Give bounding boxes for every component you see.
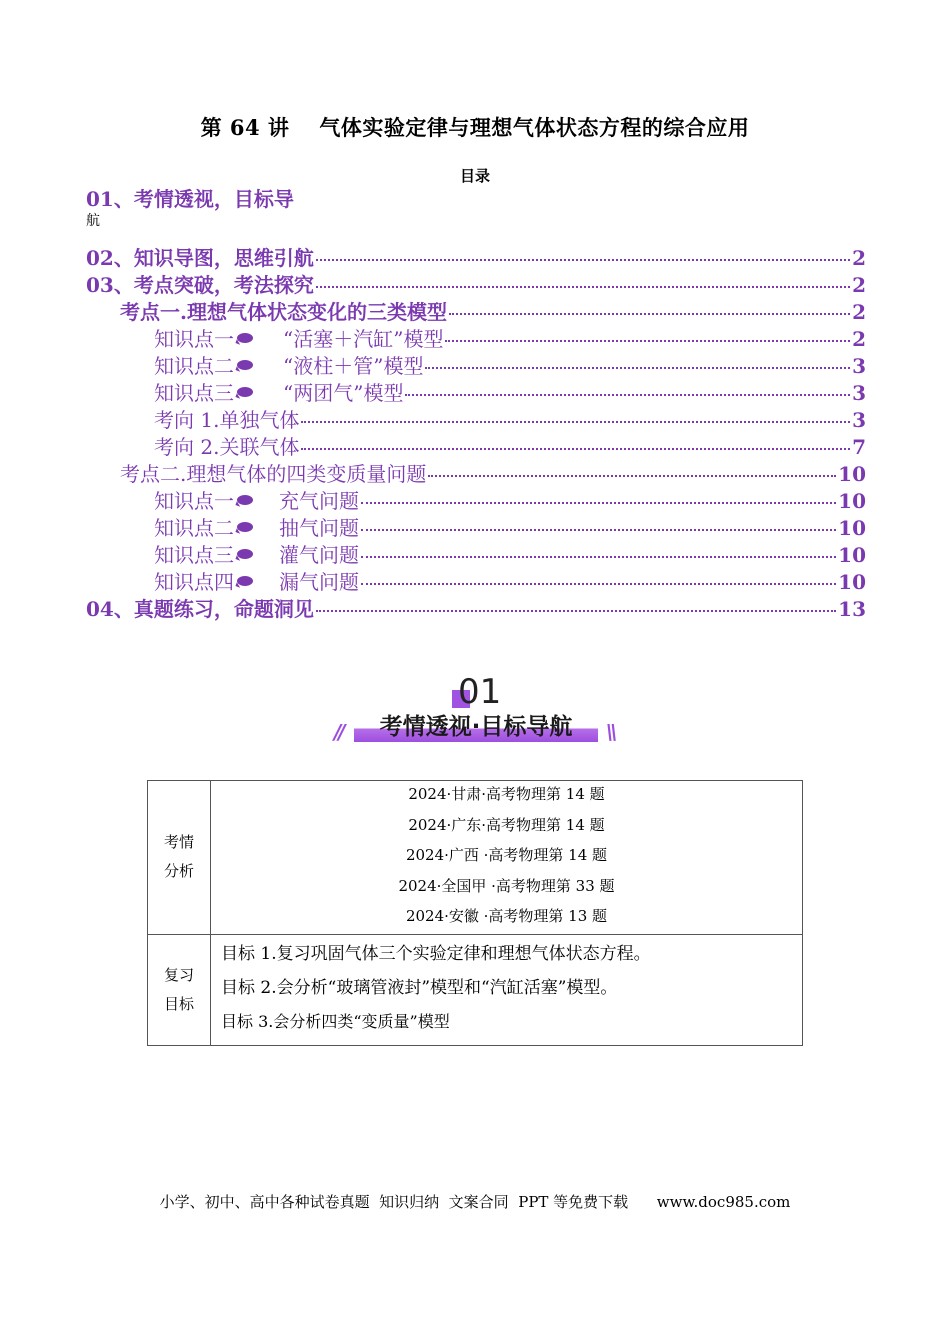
- toc-entry-label: 漏气问题: [279, 570, 359, 594]
- toc-entry-prefix: 知识点四: [154, 570, 234, 594]
- toc-leader: [316, 610, 836, 612]
- banner-number: 01: [458, 672, 502, 712]
- speech-bubble-icon: [235, 386, 255, 398]
- toc-leader: [361, 556, 836, 558]
- toc-entry-chouqi[interactable]: [86, 512, 866, 539]
- section-banner: [330, 672, 620, 752]
- exam-item: 2024·甘肃·高考物理第 14 题: [408, 785, 605, 803]
- speech-bubble-icon: [235, 548, 255, 560]
- toc-page-number: 2: [852, 327, 866, 351]
- toc-entry-01[interactable]: [86, 186, 866, 230]
- toc-entry-prefix: 知识点二: [154, 516, 234, 540]
- toc-entry-label: 考向 2.关联气体: [154, 435, 300, 459]
- toc-leader: [445, 340, 850, 342]
- page-title: [0, 112, 950, 142]
- toc-entry-label: 02、知识导图，思维引航: [86, 246, 314, 270]
- toc-leader: [301, 421, 850, 423]
- toc-leader: [316, 286, 850, 288]
- toc-leader: [316, 259, 850, 261]
- exam-list-cell: [211, 781, 803, 935]
- toc-leader: [361, 583, 836, 585]
- lecture-number: 第 64 讲: [200, 115, 290, 140]
- banner-slash-left: //: [334, 720, 343, 744]
- analysis-table: [147, 780, 803, 1046]
- toc-leader: [425, 367, 850, 369]
- toc-leader: [361, 502, 836, 504]
- toc-entry-zhishidian-3[interactable]: [86, 377, 866, 404]
- toc-page-number: 3: [852, 354, 866, 378]
- toc-entry-label: 考点二.理想气体的四类变质量问题: [120, 462, 427, 486]
- goals-cell: [211, 934, 803, 1045]
- toc-page-number: 3: [852, 381, 866, 405]
- toc-page-number: 7: [852, 435, 866, 459]
- table-of-contents: [86, 186, 866, 620]
- toc-entry-label: “两团气”模型: [283, 381, 404, 405]
- goals-label-line: 复习: [163, 965, 194, 984]
- goal-item: 目标 1.复习巩固气体三个实验定律和理想气体状态方程。: [221, 943, 651, 964]
- toc-page-number: 2: [852, 300, 866, 324]
- analysis-label-cell: [148, 781, 211, 935]
- toc-entry-zhishidian-1[interactable]: [86, 323, 866, 350]
- speech-bubble-icon: [235, 359, 255, 371]
- exam-item: 2024·安徽 ·高考物理第 13 题: [405, 907, 608, 925]
- toc-leader: [301, 448, 850, 450]
- exam-item: 2024·广东·高考物理第 14 题: [408, 815, 605, 834]
- goal-item: 目标 3.会分析四类“变质量”模型: [221, 1011, 450, 1031]
- exam-item: 2024·全国甲 ·高考物理第 33 题: [398, 876, 615, 895]
- toc-entry-label: 考向 1.单独气体: [154, 408, 300, 432]
- toc-entry-04[interactable]: [86, 593, 866, 620]
- toc-entry-kaodian-1[interactable]: [86, 296, 866, 323]
- toc-entry-label: 03、考点突破，考法探究: [86, 273, 314, 297]
- toc-entry-prefix: 知识点一: [154, 327, 234, 351]
- toc-entry-prefix: 知识点三: [154, 381, 234, 405]
- footer-text: 小学、初中、高中各种试卷真题 知识归纳 文案合同 PPT 等免费下载: [159, 1193, 629, 1211]
- toc-entry-louqi[interactable]: [86, 566, 866, 593]
- toc-page-number: 2: [852, 246, 866, 270]
- toc-entry-label: 充气问题: [279, 489, 359, 513]
- toc-entry-kaoxiang-2[interactable]: [86, 431, 866, 458]
- toc-entry-label: “活塞＋汽缸”模型: [283, 327, 444, 351]
- toc-entry-label: 01、考情透视，目标导: [86, 187, 294, 211]
- toc-page-number: 13: [838, 597, 866, 621]
- toc-page-number: 3: [852, 408, 866, 432]
- toc-leader: [405, 394, 850, 396]
- analysis-label-line: 考情: [163, 833, 194, 852]
- goals-label-cell: [148, 934, 211, 1045]
- toc-page-number: 2: [852, 273, 866, 297]
- toc-entry-wrap: 航: [86, 213, 100, 229]
- toc-heading: 目录: [459, 167, 490, 185]
- table-row: [148, 781, 803, 935]
- toc-entry-03[interactable]: [86, 269, 866, 296]
- page-footer: [0, 1191, 950, 1212]
- toc-entry-label: 考点一.理想气体状态变化的三类模型: [120, 300, 447, 324]
- toc-entry-label: 04、真题练习，命题洞见: [86, 597, 314, 621]
- toc-entry-label: 灌气问题: [279, 543, 359, 567]
- toc-page-number: 10: [838, 543, 866, 567]
- lecture-topic: 气体实验定律与理想气体状态方程的综合应用: [319, 115, 750, 140]
- toc-entry-prefix: 知识点三: [154, 543, 234, 567]
- speech-bubble-icon: [235, 575, 255, 587]
- toc-leader: [428, 475, 836, 477]
- goal-item: 目标 2.会分析“玻璃管液封”模型和“汽缸活塞”模型。: [221, 977, 618, 998]
- speech-bubble-icon: [235, 494, 255, 506]
- toc-page-number: 10: [838, 489, 866, 513]
- toc-entry-kaoxiang-1[interactable]: [86, 404, 866, 431]
- toc-entry-guanqi[interactable]: [86, 539, 866, 566]
- analysis-label-line: 分析: [163, 862, 194, 881]
- goals-label-line: 目标: [163, 994, 194, 1013]
- footer-site-link[interactable]: www.doc985.com: [656, 1193, 791, 1211]
- toc-page-number: 10: [838, 570, 866, 594]
- banner-slash-right: \\: [606, 720, 615, 744]
- exam-item: 2024·广西 ·高考物理第 14 题: [405, 846, 608, 864]
- toc-entry-02[interactable]: [86, 242, 866, 269]
- toc-page-number: 10: [838, 462, 866, 486]
- toc-entry-kaodian-2[interactable]: [86, 458, 866, 485]
- toc-page-number: 10: [838, 516, 866, 540]
- banner-title: 考情透视·目标导航: [379, 714, 573, 740]
- speech-bubble-icon: [235, 332, 255, 344]
- toc-entry-label: “液柱＋管”模型: [283, 354, 424, 378]
- toc-entry-prefix: 知识点一: [154, 489, 234, 513]
- table-row: [148, 934, 803, 1045]
- toc-entry-prefix: 知识点二: [154, 354, 234, 378]
- toc-entry-label: 抽气问题: [279, 516, 359, 540]
- toc-entry-chongqi[interactable]: [86, 485, 866, 512]
- speech-bubble-icon: [235, 521, 255, 533]
- toc-entry-zhishidian-2[interactable]: [86, 350, 866, 377]
- toc-leader: [361, 529, 836, 531]
- toc-leader: [449, 313, 850, 315]
